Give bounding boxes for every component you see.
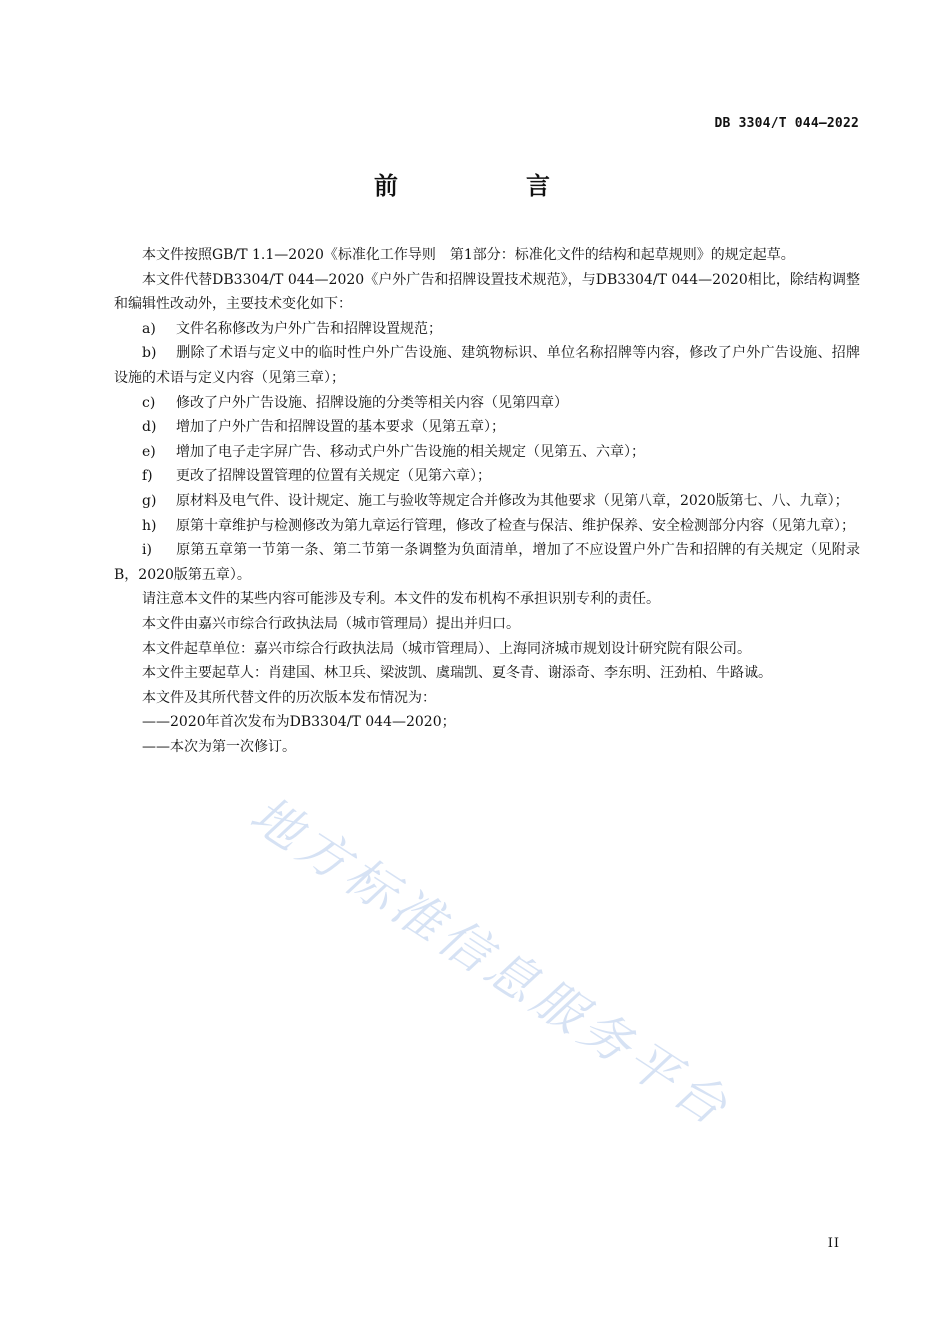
- list-item-text: 文件名称修改为户外广告和招牌设置规范；: [176, 320, 442, 337]
- list-item-tag: a): [142, 320, 156, 337]
- list-item-text: 删除了术语与定义中的临时性户外广告设施、建筑物标识、单位名称招牌等内容，修改了户外广告设施、招牌设施的术语与定义内容（见第三章）；: [114, 345, 860, 386]
- list-item-tag: b): [142, 345, 157, 362]
- list-item: [114, 489, 860, 514]
- list-item: [114, 538, 860, 587]
- list-item-text: 修改了户外广告设施、招牌设施的分类等相关内容（见第四章）: [176, 394, 568, 411]
- watermark: 地方标准信息服务平台: [240, 785, 742, 1139]
- list-item-text: 增加了户外广告和招牌设置的基本要求（见第五章）；: [176, 419, 505, 436]
- document-body: [114, 243, 860, 759]
- paragraph: 本文件主要起草人：肖建国、林卫兵、梁波凯、虞瑞凯、夏冬青、谢添奇、李东明、汪劲柏、牛路诚。: [142, 665, 772, 682]
- list-item-text: 原第五章第一节第一条、第二节第一条调整为负面清单，增加了不应设置户外广告和招牌的有关规定（见附录B，2020版第五章）。: [114, 542, 860, 583]
- paragraph: ——2020年首次发布为DB3304/T 044—2020；: [142, 714, 456, 731]
- list-item: [114, 464, 860, 489]
- list-item-text: 增加了电子走字屏广告、移动式户外广告设施的相关规定（见第五、六章）；: [176, 443, 645, 460]
- list-item-text: 更改了招牌设置管理的位置有关规定（见第六章）；: [176, 468, 491, 485]
- page-number: II: [827, 1236, 840, 1251]
- paragraph: 本文件及其所代替文件的历次版本发布情况为：: [142, 689, 436, 706]
- page-title: 前 言: [374, 172, 602, 200]
- list-item: [114, 514, 860, 539]
- list-item: [114, 317, 860, 342]
- document-code: DB 3304/T 044—2022: [714, 116, 859, 131]
- list-item-tag: i): [142, 542, 152, 559]
- list-item-tag: f): [142, 468, 153, 485]
- list-item-tag: e): [142, 443, 156, 460]
- list-item: [114, 440, 860, 465]
- paragraph: 本文件代替DB3304/T 044—2020《户外广告和招牌设置技术规范》，与DB3304/T 044—2020相比，除结构调整和编辑性改动外，主要技术变化如下：: [114, 271, 860, 313]
- list-item-tag: c): [142, 394, 156, 411]
- paragraph: 本文件按照GB/T 1.1—2020《标准化工作导则 第1部分：标准化文件的结构和起草规则》的规定起草。: [142, 247, 795, 263]
- list-item-tag: g): [142, 492, 157, 509]
- list-item: [114, 391, 860, 416]
- list-item-text: 原第十章维护与检测修改为第九章运行管理，修改了检查与保洁、维护保养、安全检测部分内容（见第九章）；: [176, 517, 855, 534]
- list-item-tag: d): [142, 419, 157, 436]
- changes-list: [114, 317, 860, 588]
- list-item-tag: h): [142, 517, 157, 534]
- list-item-text: 原材料及电气件、设计规定、施工与验收等规定合并修改为其他要求（见第八章，2020版第七、八、九章）；: [176, 492, 849, 509]
- paragraph: 请注意本文件的某些内容可能涉及专利。本文件的发布机构不承担识别专利的责任。: [142, 591, 660, 608]
- paragraph: 本文件起草单位：嘉兴市综合行政执法局（城市管理局）、上海同济城市规划设计研究院有限公司。: [142, 640, 751, 657]
- list-item: [114, 341, 860, 390]
- list-item: [114, 415, 860, 440]
- paragraph: ——本次为第一次修订。: [142, 738, 296, 755]
- paragraph: 本文件由嘉兴市综合行政执法局（城市管理局）提出并归口。: [142, 615, 520, 632]
